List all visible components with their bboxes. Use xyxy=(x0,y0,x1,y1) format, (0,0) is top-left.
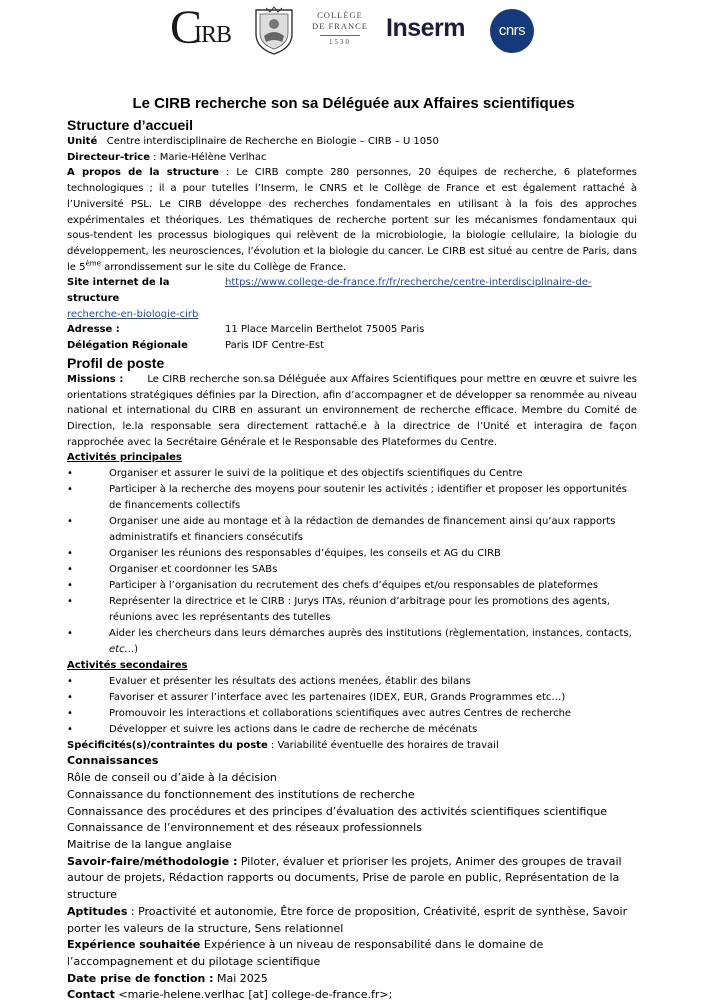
list-item xyxy=(67,578,637,594)
missions-paragraph xyxy=(67,372,637,451)
cdf-year: 1530 xyxy=(329,38,351,46)
experience-label: Expérience souhaitée xyxy=(67,938,201,952)
principales-heading-line xyxy=(67,450,637,466)
list-item-text-end: ..) xyxy=(127,644,139,656)
list-item xyxy=(67,626,637,658)
aptitudes-label: Aptitudes xyxy=(67,904,128,918)
cirb-logo-c: C xyxy=(170,1,203,54)
apropos-text-2: arrondissement sur le site du Collège de France. xyxy=(100,261,347,273)
site-row xyxy=(67,275,637,306)
site-link-continuation xyxy=(67,307,637,323)
bullet-icon: • xyxy=(67,723,73,735)
site-label: Site internet de la structure xyxy=(67,277,170,305)
apropos-paragraph xyxy=(67,165,637,275)
unite-label: Unité xyxy=(67,136,98,147)
college-crest-icon xyxy=(252,6,296,56)
cirb-logo xyxy=(170,1,242,54)
cdf-line-1: COLLÈGE xyxy=(317,10,363,20)
bullet-icon: • xyxy=(67,596,73,608)
list-item-text: Organiser une aide au montage et à la rédaction de demandes de financement ainsi qu’aux rapports administratifs et financiers consécutifs xyxy=(109,516,616,544)
bullet-icon: • xyxy=(67,548,73,560)
list-item-text: Favoriser et assurer l’interface avec les partenaires (IDEX, EUR, Grands Programmes etc…) xyxy=(109,691,566,703)
list-item-text-part: Aider les chercheurs dans leurs démarches auprès des institutions (règlementation, instances, contacts, xyxy=(109,628,632,640)
list-item-text: Participer à l’organisation du recrutement des chefs d’équipes et/ou responsables de plateformes xyxy=(109,580,599,592)
list-item-text: Evaluer et présenter les résultats des actions menées, établir des bilans xyxy=(109,675,471,687)
apropos-sup: ème xyxy=(85,259,101,268)
list-item xyxy=(67,690,637,706)
contact-label: Contact xyxy=(67,988,115,1002)
connaissances-heading: Connaissances xyxy=(67,754,159,768)
connaissance-item: Connaissance du fonctionnement des institutions de recherche xyxy=(67,787,415,801)
list-item xyxy=(67,562,637,578)
bullet-icon: • xyxy=(67,691,73,703)
bullet-icon: • xyxy=(67,564,73,576)
structure-heading: Structure d’accueil xyxy=(67,117,194,133)
college-de-france-logo xyxy=(304,10,376,54)
missions-text: Le CIRB recherche son.sa Déléguée aux Affaires Scientifiques pour mettre en œuvre et suivre les orientations stratégiques définies par la Direction, afin d’accompagner et de développer sa renommée au niveau national et international du CIRB en assurant un environnement de recherche efficace. Membre du Comité de Direction, le.la responsable sera directement rattaché.e à la directrice de l’Unité et interagira de façon rapprochée avec la Secrétaire Générale et le Responsable des Plateformes du Centre. xyxy=(67,373,637,448)
list-item-text: Représenter la directrice et le CIRB : Jurys ITAs, réunion d’arbitrage pour les promotions des agents, réunions avec les représentants des tutelles xyxy=(109,596,610,624)
site-link-2[interactable]: recherche-en-biologie-cirb xyxy=(67,308,199,320)
bullet-icon: • xyxy=(67,628,73,640)
bullet-icon: • xyxy=(67,675,73,687)
delegation-label: Délégation Régionale xyxy=(67,340,188,352)
connaissance-item: Connaissance de l’environnement et des réseaux professionnels xyxy=(67,821,422,835)
directeur-label: Directeur-trice xyxy=(67,151,150,163)
list-item xyxy=(67,594,637,626)
list-item-text: Organiser et coordonner les SABs xyxy=(109,564,278,576)
date-label: Date prise de fonction : xyxy=(67,971,214,985)
cirb-logo-irb: IRB xyxy=(194,22,232,48)
list-item-text: Organiser et assurer le suivi de la politique et des objectifs scientifiques du Centre xyxy=(109,468,523,480)
connaissance-item: Maitrise de la langue anglaise xyxy=(67,837,232,851)
connaissance-item: Rôle de conseil ou d’aide à la décision xyxy=(67,771,277,785)
list-item xyxy=(67,674,637,690)
delegation-value: Paris IDF Centre-Est xyxy=(225,340,325,352)
list-item-text xyxy=(109,626,637,658)
etc-text: etc. xyxy=(109,644,128,656)
bullet-icon: • xyxy=(67,580,73,592)
delegation-row xyxy=(67,338,637,354)
directeur-line xyxy=(67,150,637,166)
experience-paragraph xyxy=(67,937,637,970)
bullet-icon: • xyxy=(67,484,73,496)
principales-heading: Activités principales xyxy=(67,452,182,464)
contact-value[interactable]: <marie-helene.verlhac [at] college-de-france.fr>; xyxy=(114,988,393,1002)
list-item-text: Organiser les réunions des responsables d’équipes, les conseils et AG du CIRB xyxy=(109,548,501,560)
experience-value: Expérience à un niveau de responsabilité dans le domaine de l’accompagnement et du pilotage scientifique xyxy=(67,938,544,968)
specificites-label: Spécificités(s)/contraintes du poste xyxy=(67,739,268,751)
date-line xyxy=(67,971,637,988)
aptitudes-paragraph xyxy=(67,904,637,937)
cnrs-logo: cnrs xyxy=(490,9,534,53)
apropos-text-1: : Le CIRB compte 280 personnes, 20 équipes de recherche, 6 plateformes technologiques ; il a pour tutelles l’Inserm, le CNRS et le Collège de France et est également rattaché à l’Université PSL. Le CIRB développe des recherches fondamentales en utilisant à la fois des approches expérimentales et théoriques. Les thématiques de recherche portent sur les mécanismes fondamentaux qui sous-tendent les processus biologiques qui relèvent de la microbiologie, la biologie cellulaire, la biologie du développement, les neurosciences, l’évolution et la biologie du cancer. Le CIRB est situé au centre de Paris, dans le 5 xyxy=(67,167,637,273)
apropos-label: A propos de la structure xyxy=(67,167,220,179)
list-item xyxy=(67,722,637,738)
list-item xyxy=(67,514,637,546)
contact-line xyxy=(67,987,637,1004)
savoir-faire-value: Piloter, évaluer et prioriser les projets, Animer des groupes de travail autour de projets, Rédaction rapports ou documents, Prise de parole en public, Représentation de la structure xyxy=(67,854,622,902)
date-value: Mai 2025 xyxy=(213,971,268,985)
cdf-rule xyxy=(320,35,360,36)
inserm-logo: Inserm xyxy=(386,14,465,42)
list-item xyxy=(67,706,637,722)
secondaires-heading-line xyxy=(67,658,637,674)
bullet-icon: • xyxy=(67,707,73,719)
document-body xyxy=(67,116,637,1004)
unite-value: Centre interdisciplinaire de Recherche en Biologie – CIRB – U 1050 xyxy=(106,136,439,147)
directeur-value: : Marie-Hélène Verlhac xyxy=(149,151,267,163)
list-item-text: Développer et suivre les actions dans le cadre de recherche de mécénats xyxy=(109,723,478,735)
secondaires-heading: Activités secondaires xyxy=(67,660,188,672)
logo-bar xyxy=(0,1,707,58)
connaissance-item: Connaissance des procédures et des principes d’évaluation des activités scientifiques scientifique xyxy=(67,804,608,818)
bullet-icon: • xyxy=(67,468,73,480)
savoir-faire-label: Savoir-faire/méthodologie : xyxy=(67,854,238,868)
bullet-icon: • xyxy=(67,516,73,528)
adresse-row xyxy=(67,322,637,338)
missions-label: Missions : xyxy=(67,373,124,385)
list-item-text: Promouvoir les interactions et collaborations scientifiques avec autres Centres de recherche xyxy=(109,707,572,719)
specificites-line xyxy=(67,738,637,754)
specificites-value: : Variabilité éventuelle des horaires de travail xyxy=(267,739,499,751)
page-title: Le CIRB recherche son sa Déléguée aux Affaires scientifiques xyxy=(132,95,575,112)
aptitudes-value: : Proactivité et autonomie, Être force de proposition, Créativité, esprit de synthèse, Savoir porter les valeurs de la structure, Sens relationnel xyxy=(67,904,628,935)
list-item xyxy=(67,546,637,562)
list-item xyxy=(67,482,637,514)
adresse-value: 11 Place Marcelin Berthelot 75005 Paris xyxy=(225,324,425,336)
cdf-line-2: DE FRANCE xyxy=(312,21,368,31)
list-item-text: Participer à la recherche des moyens pour soutenir les activités ; identifier et proposer les opportunités de financements collectifs xyxy=(109,484,628,512)
unite-line xyxy=(67,134,637,150)
site-link[interactable]: https://www.college-de-france.fr/fr/recherche/centre-interdisciplinaire-de- xyxy=(225,277,592,289)
list-item xyxy=(67,466,637,482)
savoir-faire-paragraph xyxy=(67,854,637,904)
adresse-label: Adresse : xyxy=(67,324,120,336)
profil-heading: Profil de poste xyxy=(67,354,165,371)
